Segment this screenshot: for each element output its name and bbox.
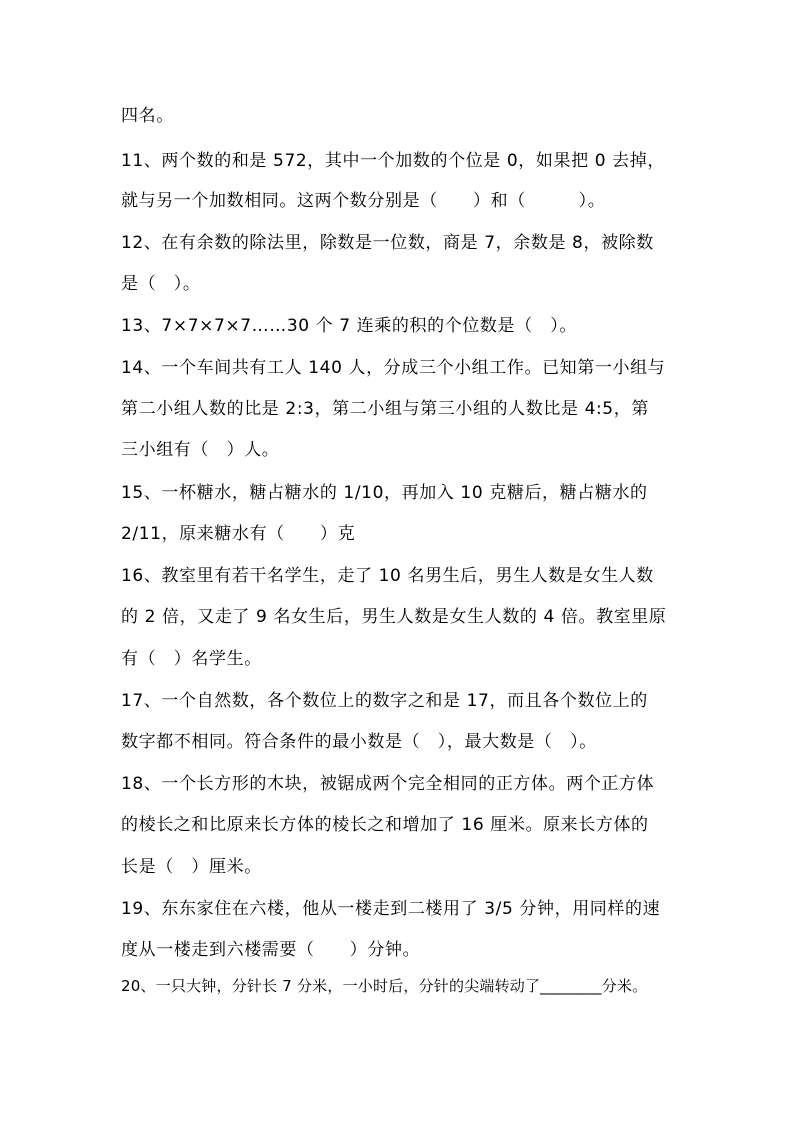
text-line: 20、一只大钟，分针长 7 分米，一小时后，分针的尖端转动了________分米。 <box>121 977 648 995</box>
text-line: 三小组有（ ）人。 <box>121 440 280 460</box>
text-line: 长是（ ）厘米。 <box>121 857 262 877</box>
text-line: 第二小组人数的比是 2:3，第二小组与第三小组的人数比是 4:5，第 <box>121 399 649 419</box>
text-line: 18、一个长方形的木块，被锯成两个完全相同的正方体。两个正方体 <box>121 774 655 794</box>
text-line: 17、一个自然数，各个数位上的数字之和是 17，而且各个数位上的 <box>121 691 648 711</box>
text-line: 13、7×7×7×7……30 个 7 连乘的积的个位数是（ ）。 <box>121 316 577 336</box>
text-line: 15、一杯糖水，糖占糖水的 1/10，再加入 10 克糖后，糖占糖水的 <box>121 483 648 503</box>
text-line: 12、在有余数的除法里，除数是一位数，商是 7，余数是 8，被除数 <box>121 233 654 253</box>
text-line: 是（ ）。 <box>121 274 201 294</box>
text-line: 11、两个数的和是 572，其中一个加数的个位是 0，如果把 0 去掉， <box>121 151 665 171</box>
text-line: 就与另一个加数相同。这两个数分别是（ ）和（ ）。 <box>121 191 606 211</box>
text-line: 的棱长之和比原来长方体的棱长之和增加了 16 厘米。原来长方体的 <box>121 815 649 835</box>
text-line: 2/11，原来糖水有（ ）克 <box>121 524 356 544</box>
text-line: 19、东东家住在六楼，他从一楼走到二楼用了 3/5 分钟，用同样的速 <box>121 899 661 919</box>
text-line: 有（ ）名学生。 <box>121 649 262 669</box>
text-line: 数字都不相同。符合条件的最小数是（ ），最大数是（ ）。 <box>121 732 597 752</box>
text-line: 16、教室里有若干名学生，走了 10 名男生后，男生人数是女生人数 <box>121 566 654 586</box>
text-line: 的 2 倍，又走了 9 名女生后，男生人数是女生人数的 4 倍。教室里原 <box>121 607 667 627</box>
text-line: 度从一楼走到六楼需要（ ）分钟。 <box>121 940 421 960</box>
text-line: 14、一个车间共有工人 140 人，分成三个小组工作。已知第一小组与 <box>121 358 666 378</box>
text-line: 四名。 <box>121 106 174 126</box>
